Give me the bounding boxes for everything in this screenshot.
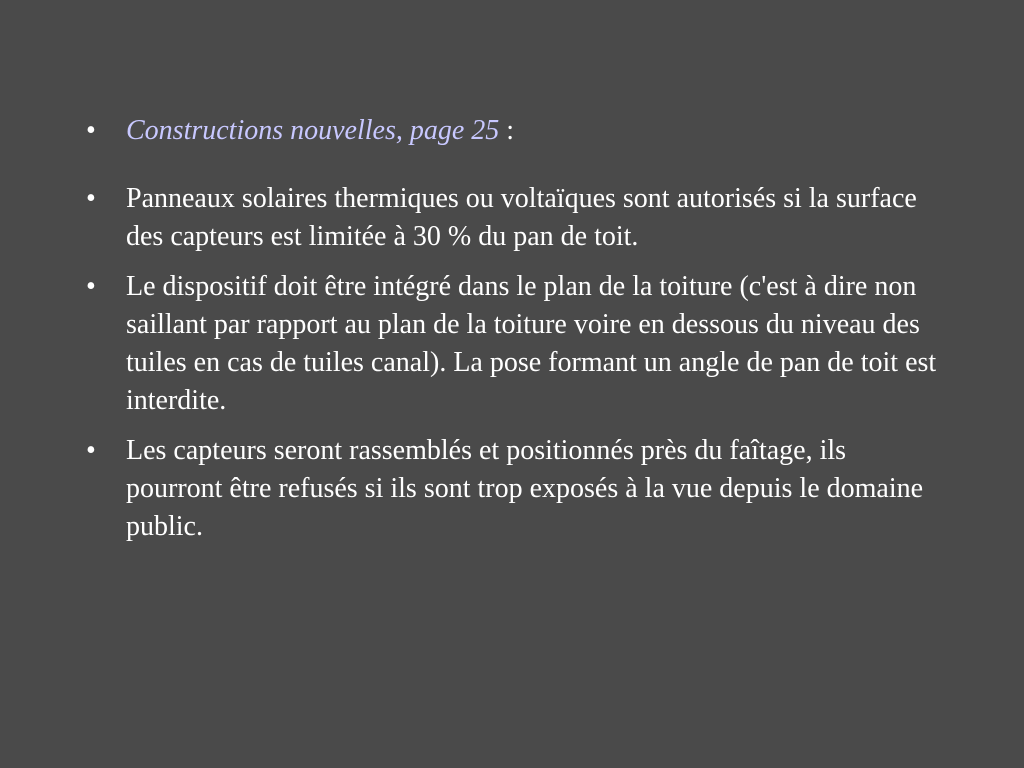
heading-link[interactable]: Constructions nouvelles, page 25 <box>126 115 500 146</box>
list-item <box>86 432 946 546</box>
list-item-text: Les capteurs seront rassemblés et positionnés près du faîtage, ils pourront être refusés si ils sont trop exposés à la vue depuis le domaine public. <box>126 435 924 542</box>
bullet-icon: • <box>86 115 96 146</box>
list-item <box>86 180 946 256</box>
bullet-icon: • <box>86 271 96 302</box>
bullet-icon: • <box>86 183 96 214</box>
list-item-text: Le dispositif doit être intégré dans le plan de la toiture (c'est à dire non saillant par rapport au plan de la toiture voire en dessous du niveau des tuiles en cas de tuiles canal). La pose formant un angle de pan de toit est interdite. <box>126 271 937 416</box>
list-item-text: Panneaux solaires thermiques ou voltaïques sont autorisés si la surface des capteurs est limitée à 30 % du pan de toit. <box>126 183 917 252</box>
bullet-icon: • <box>86 435 96 466</box>
heading-suffix: : <box>499 115 515 146</box>
list-item <box>86 268 946 420</box>
bullet-list <box>86 112 946 558</box>
heading-item <box>86 112 946 150</box>
